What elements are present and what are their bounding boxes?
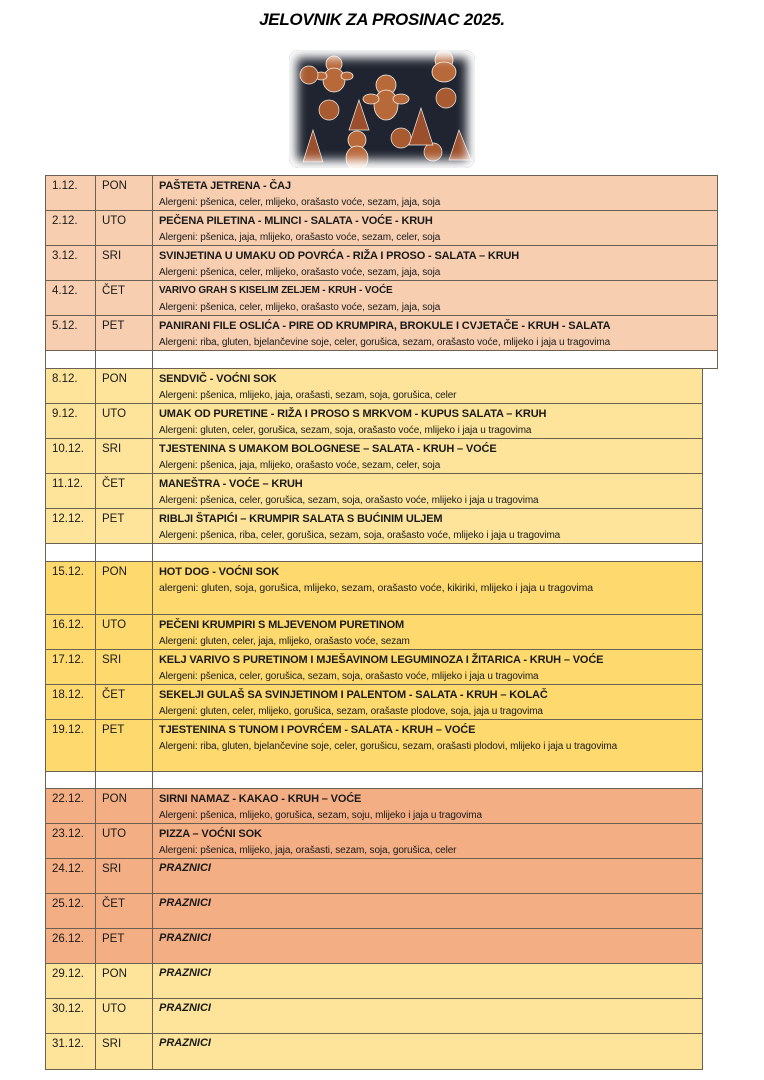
meal-cell <box>153 685 703 720</box>
date-cell: 10.12. <box>46 439 96 474</box>
day-cell: UTO <box>96 824 153 859</box>
meal-cell <box>153 720 703 772</box>
allergens-text: Alergeni: gluten, celer, gorušica, sezam, soja, orašasto voće, mlijeko i jaja u tragovima <box>159 425 532 436</box>
day-cell: SRI <box>96 650 153 685</box>
day-cell: ČET <box>96 474 153 509</box>
meal-cell <box>153 650 703 685</box>
day-cell: PET <box>96 929 153 964</box>
date-cell: 22.12. <box>46 789 96 824</box>
blank-cell <box>153 351 718 369</box>
table-row <box>46 176 718 211</box>
day-cell: PET <box>96 316 153 351</box>
meal-cell <box>153 789 703 824</box>
day-cell: PON <box>96 789 153 824</box>
meal-name: HOT DOG - VOĆNI SOK <box>159 566 279 578</box>
allergens-text: Alergeni: pšenica, mlijeko, jaja, orašasti, sezam, soja, gorušica, celer <box>159 845 457 856</box>
table-row <box>46 859 703 894</box>
allergens-text: Alergeni: gluten, celer, jaja, mlijeko, orašasto voće, sezam <box>159 636 410 647</box>
date-cell: 23.12. <box>46 824 96 859</box>
holiday-label: PRAZNICI <box>159 862 211 874</box>
allergens-text: Alergeni: pšenica, celer, mlijeko, orašasto voće, sezam, jaja, soja <box>159 197 441 208</box>
meal-cell <box>153 474 703 509</box>
table-row <box>46 562 703 615</box>
meal-cell <box>153 1034 703 1070</box>
blank-cell <box>46 351 96 369</box>
day-cell: PON <box>96 176 153 211</box>
blank-cell <box>46 544 96 562</box>
blank-cell <box>153 772 703 790</box>
day-cell: PON <box>96 964 153 999</box>
day-cell: PET <box>96 509 153 544</box>
table-row <box>46 894 703 929</box>
date-cell: 5.12. <box>46 316 96 351</box>
meal-name: PEČENA PILETINA - MLINCI - SALATA - VOĆE - KRUH <box>159 215 433 227</box>
date-cell: 16.12. <box>46 615 96 650</box>
holiday-label: PRAZNICI <box>159 967 211 979</box>
table-row <box>46 685 703 720</box>
allergens-text: Alergeni: riba, gluten, bjelančevine soje, celer, gorušicu, sezam, orašasti plodovi, mlijeko i jaja u tragovima <box>159 741 618 752</box>
meal-cell <box>153 439 703 474</box>
table-row <box>46 650 703 685</box>
page-title: JELOVNIK ZA PROSINAC 2025. <box>259 10 505 29</box>
meal-name: PAŠTETA JETRENA - ČAJ <box>159 180 291 192</box>
week-4-table <box>45 788 703 1070</box>
day-cell: PON <box>96 369 153 404</box>
allergens-text: Alergeni: gluten, celer, mlijeko, gorušica, sezam, orašaste plodove, soja, jaja u tragovima <box>159 706 543 717</box>
date-cell: 17.12. <box>46 650 96 685</box>
allergens-text: Alergeni: pšenica, riba, celer, gorušica, sezam, soja, orašasto voće, mlijeko i jaja u tragovima <box>159 530 561 541</box>
date-cell: 4.12. <box>46 281 96 316</box>
meal-cell <box>153 859 703 894</box>
meal-name: UMAK OD PURETINE - RIŽA I PROSO S MRKVOM - KUPUS SALATA – KRUH <box>159 408 547 420</box>
holiday-label: PRAZNICI <box>159 932 211 944</box>
table-row <box>46 720 703 772</box>
date-cell: 3.12. <box>46 246 96 281</box>
day-cell: PON <box>96 562 153 615</box>
meal-cell <box>153 562 703 615</box>
meal-cell <box>153 281 718 316</box>
date-cell: 18.12. <box>46 685 96 720</box>
table-row <box>46 211 718 246</box>
day-cell: ČET <box>96 894 153 929</box>
allergens-text: alergeni: gluten, soja, gorušica, mlijeko, sezam, orašasto voće, kikiriki, mlijeko i jaja u tragovima <box>159 582 594 594</box>
table-row <box>46 789 703 824</box>
meal-cell <box>153 404 703 439</box>
meal-name: TJESTENINA S TUNOM I POVRĆEM - SALATA - KRUH – VOĆE <box>159 724 476 736</box>
table-row <box>46 929 703 964</box>
allergens-text: Alergeni: pšenica, mlijeko, jaja, orašasti, sezam, soja, gorušica, celer <box>159 390 457 401</box>
allergens-text: Alergeni: pšenica, celer, mlijeko, orašasto voće, sezam, jaja, soja <box>159 302 441 313</box>
allergens-text: Alergeni: pšenica, jaja, mlijeko, orašasto voće, sezam, celer, soja <box>159 232 441 243</box>
table-row <box>46 369 703 404</box>
date-cell: 12.12. <box>46 509 96 544</box>
allergens-text: Alergeni: pšenica, celer, gorušica, sezam, soja, orašasto voće, mlijeko i jaja u tragovima <box>159 671 539 682</box>
date-cell: 25.12. <box>46 894 96 929</box>
day-cell: ČET <box>96 281 153 316</box>
day-cell: PET <box>96 720 153 772</box>
date-cell: 31.12. <box>46 1034 96 1070</box>
table-row <box>46 824 703 859</box>
holiday-label: PRAZNICI <box>159 897 211 909</box>
blank-row <box>46 544 703 562</box>
allergens-text: Alergeni: pšenica, mlijeko, gorušica, sezam, soju, mlijeko i jaja u tragovima <box>159 810 482 821</box>
allergens-text: Alergeni: pšenica, celer, gorušica, sezam, soja, orašasto voće, mlijeko i jaja u tragovima <box>159 495 539 506</box>
date-cell: 11.12. <box>46 474 96 509</box>
meal-name: PEČENI KRUMPIRI S MLJEVENOM PURETINOM <box>159 619 405 631</box>
meal-cell <box>153 929 703 964</box>
table-row <box>46 474 703 509</box>
date-cell: 2.12. <box>46 211 96 246</box>
date-cell: 9.12. <box>46 404 96 439</box>
blank-cell <box>96 351 153 369</box>
table-row <box>46 964 703 999</box>
date-cell: 29.12. <box>46 964 96 999</box>
blank-cell <box>96 772 153 790</box>
meal-cell <box>153 824 703 859</box>
week-1-table <box>45 175 718 369</box>
gingerbread-illustration <box>289 50 475 168</box>
meal-name: PANIRANI FILE OSLIĆA - PIRE OD KRUMPIRA, BROKULE I CVJETAČE - KRUH - SALATA <box>159 320 611 332</box>
meal-name: TJESTENINA S UMAKOM BOLOGNESE – SALATA - KRUH – VOĆE <box>159 443 497 455</box>
table-row <box>46 615 703 650</box>
day-cell: SRI <box>96 246 153 281</box>
meal-name: MANEŠTRA - VOĆE – KRUH <box>159 478 303 490</box>
meal-name: VARIVO GRAH S KISELIM ZELJEM - KRUH - VOĆE <box>159 285 393 296</box>
meal-name: KELJ VARIVO S PURETINOM I MJEŠAVINOM LEGUMINOZA I ŽITARICA - KRUH – VOĆE <box>159 654 604 666</box>
day-cell: SRI <box>96 1034 153 1070</box>
blank-cell <box>46 772 96 790</box>
day-cell: SRI <box>96 439 153 474</box>
table-row <box>46 999 703 1034</box>
meal-cell <box>153 509 703 544</box>
date-cell: 26.12. <box>46 929 96 964</box>
meal-cell <box>153 369 703 404</box>
date-cell: 15.12. <box>46 562 96 615</box>
date-cell: 19.12. <box>46 720 96 772</box>
blank-row <box>46 351 718 369</box>
holiday-label: PRAZNICI <box>159 1037 211 1049</box>
date-cell: 30.12. <box>46 999 96 1034</box>
allergens-text: Alergeni: pšenica, jaja, mlijeko, orašasto voće, sezam, celer, soja <box>159 460 441 471</box>
table-row <box>46 316 718 351</box>
day-cell: UTO <box>96 999 153 1034</box>
meal-cell <box>153 894 703 929</box>
table-row <box>46 509 703 544</box>
meal-name: SEKELJI GULAŠ SA SVINJETINOM I PALENTOM - SALATA - KRUH – KOLAČ <box>159 689 548 701</box>
meal-name: SIRNI NAMAZ - KAKAO - KRUH – VOĆE <box>159 793 362 805</box>
meal-name: SVINJETINA U UMAKU OD POVRĆA - RIŽA I PROSO - SALATA – KRUH <box>159 250 520 262</box>
date-cell: 24.12. <box>46 859 96 894</box>
allergens-text: Alergeni: riba, gluten, bjelančevine soje, celer, gorušica, sezam, orašasto voće, mlijeko i jaja u tragovima <box>159 337 611 348</box>
meal-cell <box>153 211 718 246</box>
meal-name: SENDVIČ - VOĆNI SOK <box>159 373 277 385</box>
meal-cell <box>153 176 718 211</box>
week-3-table <box>45 561 703 790</box>
day-cell: UTO <box>96 615 153 650</box>
blank-row <box>46 772 703 790</box>
date-cell: 8.12. <box>46 369 96 404</box>
gingerbread-cookies-picture <box>289 50 475 168</box>
meal-cell <box>153 615 703 650</box>
day-cell: ČET <box>96 685 153 720</box>
table-row <box>46 1034 703 1070</box>
meal-cell <box>153 999 703 1034</box>
table-row <box>46 404 703 439</box>
meal-cell <box>153 316 718 351</box>
table-row <box>46 246 718 281</box>
blank-cell <box>153 544 703 562</box>
blank-cell <box>96 544 153 562</box>
day-cell: UTO <box>96 404 153 439</box>
meal-name: PIZZA – VOĆNI SOK <box>159 828 262 840</box>
day-cell: UTO <box>96 211 153 246</box>
meal-name: RIBLJI ŠTAPIĆI – KRUMPIR SALATA S BUĆINIM ULJEM <box>159 513 443 525</box>
day-cell: SRI <box>96 859 153 894</box>
holiday-label: PRAZNICI <box>159 1002 211 1014</box>
date-cell: 1.12. <box>46 176 96 211</box>
table-row <box>46 439 703 474</box>
week-2-table <box>45 368 703 562</box>
meal-cell <box>153 246 718 281</box>
allergens-text: Alergeni: pšenica, celer, mlijeko, orašasto voće, sezam, jaja, soja <box>159 267 441 278</box>
table-row <box>46 281 718 316</box>
meal-cell <box>153 964 703 999</box>
